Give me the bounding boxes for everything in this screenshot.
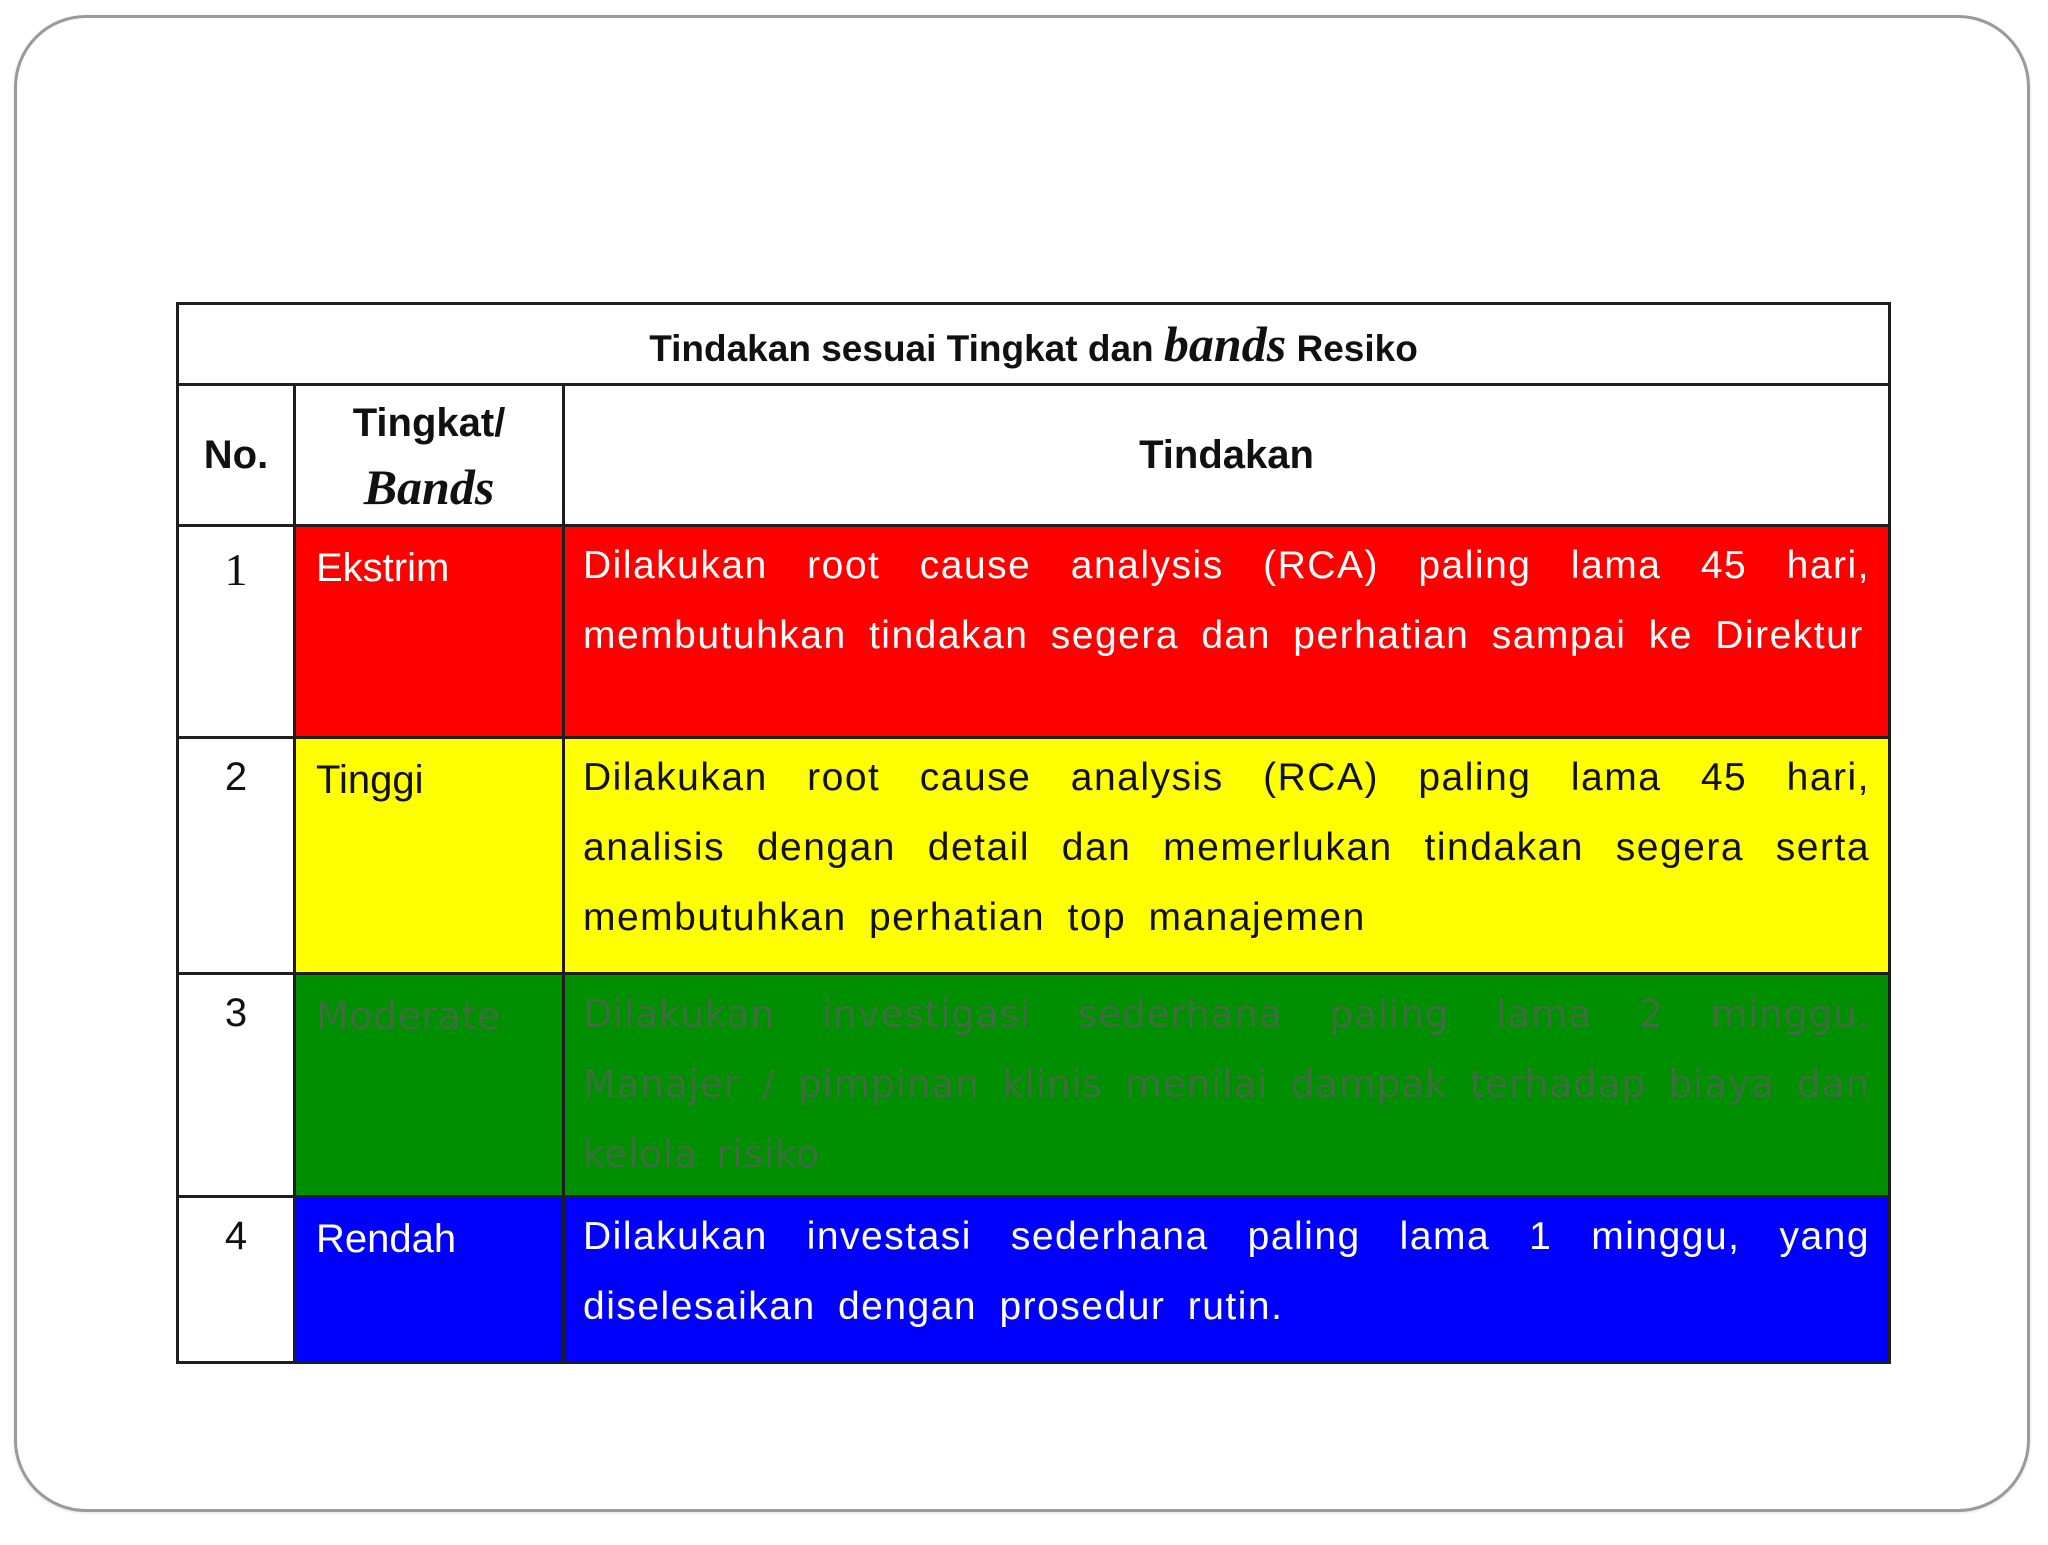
action-cell-tinggi: Dilakukan root cause analysis (RCA) paling lama 45 hari, analisis dengan detail dan memerlukan tindakan segera serta membutuhkan perhatian top manajemen <box>564 738 1890 974</box>
table-title-prefix: Tindakan sesuai Tingkat dan <box>649 328 1164 369</box>
risk-action-table <box>176 302 1891 1364</box>
action-cell-ekstrim: Dilakukan root cause analysis (RCA) paling lama 45 hari, membutuhkan tindakan segera dan perhatian sampai ke Direktur <box>564 526 1890 738</box>
header-band <box>295 385 564 526</box>
header-no: No. <box>178 385 295 526</box>
table-title <box>178 304 1890 385</box>
action-cell-moderate: Dilakukan investigasi sederhana paling lama 2 minggu. Manajer / pimpinan klinis menilai dampak terhadap biaya dan kelola risiko <box>564 974 1890 1197</box>
header-band-line1: Tingkat/ <box>352 401 506 445</box>
band-cell-ekstrim: Ekstrim <box>295 526 564 738</box>
table-row <box>178 526 1890 738</box>
table-header-row <box>178 385 1890 526</box>
table-title-suffix: Resiko <box>1286 328 1418 369</box>
table-title-italic: bands <box>1163 316 1287 372</box>
row-number: 3 <box>178 974 295 1197</box>
table-row <box>178 1197 1890 1363</box>
table-row <box>178 738 1890 974</box>
row-number: 2 <box>178 738 295 974</box>
table-row <box>178 974 1890 1197</box>
header-action: Tindakan <box>564 385 1890 526</box>
row-number-value: 1 <box>224 544 248 595</box>
band-cell-tinggi: Tinggi <box>295 738 564 974</box>
table-title-row <box>178 304 1890 385</box>
band-cell-moderate: Moderate <box>295 974 564 1197</box>
band-cell-rendah: Rendah <box>295 1197 564 1363</box>
row-number <box>178 526 295 738</box>
row-number: 4 <box>178 1197 295 1363</box>
action-cell-rendah: Dilakukan investasi sederhana paling lama 1 minggu, yang diselesaikan dengan prosedur rutin. <box>564 1197 1890 1363</box>
header-band-line2: Bands <box>363 459 495 515</box>
